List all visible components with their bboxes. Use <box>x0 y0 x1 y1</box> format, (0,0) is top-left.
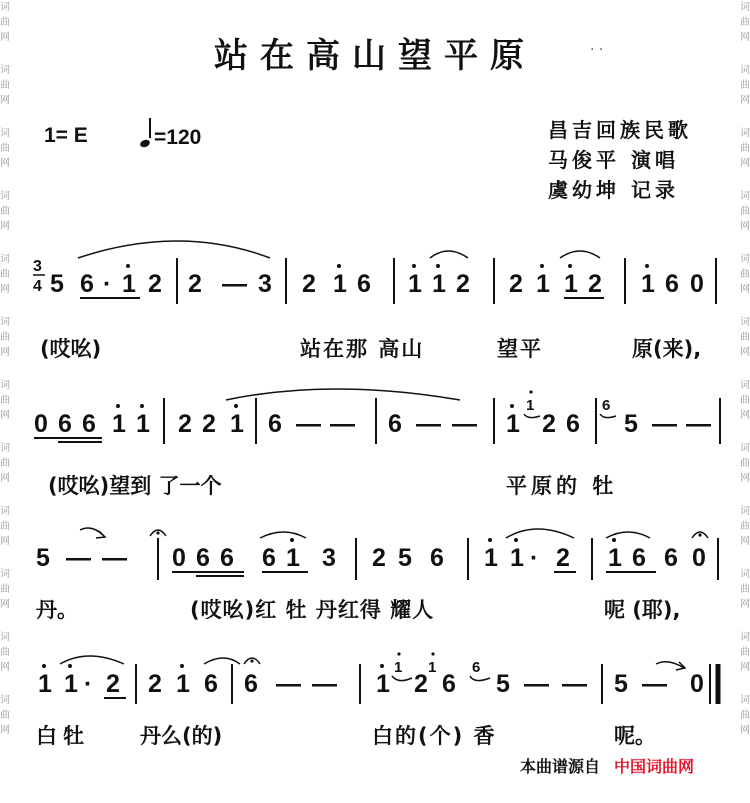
score-line-3 <box>36 528 718 580</box>
note: 6 <box>262 544 276 572</box>
time-signature-top: 3 <box>33 258 42 275</box>
watermark-text: 词曲网 <box>0 569 10 610</box>
footer-source <box>520 754 694 777</box>
key-signature: 1= E <box>44 124 88 147</box>
note: 0 <box>690 670 704 698</box>
watermark-text: 词曲网 <box>740 317 750 358</box>
octave-dot <box>412 264 416 268</box>
score-line-1 <box>33 241 716 304</box>
grace-note: 1 <box>394 659 403 676</box>
note: 1 <box>122 270 136 298</box>
note: 0 <box>690 270 704 298</box>
slur-arc <box>606 532 650 538</box>
note: 6 <box>220 544 234 572</box>
note: 1 <box>432 270 446 298</box>
note: 1 <box>376 670 390 698</box>
octave-dot <box>126 264 130 268</box>
note-dash: — <box>642 670 667 698</box>
watermark-text: 词曲网 <box>740 443 750 484</box>
note: 1 <box>641 270 655 298</box>
song-title: 站在高山望平原 <box>214 36 536 76</box>
score-line-2 <box>34 389 720 444</box>
octave-dot <box>116 404 120 408</box>
note: 1 <box>564 270 578 298</box>
note-dash: — <box>66 544 91 572</box>
note: 1 <box>112 410 126 438</box>
grace-note: 1 <box>526 397 535 414</box>
note: 1 <box>136 410 150 438</box>
watermark-text: 词曲网 <box>740 254 750 295</box>
note: 1 <box>510 544 524 572</box>
octave-dot <box>645 264 649 268</box>
note: 1 <box>506 410 520 438</box>
note: 2 <box>202 410 216 438</box>
note: 0 <box>34 410 48 438</box>
octave-dot <box>68 664 72 668</box>
watermark-text: 词曲网 <box>0 695 10 736</box>
note-dash: — <box>562 670 587 698</box>
watermark-text: 词曲网 <box>0 506 10 547</box>
lyric-line-4-part-4: 呢。 <box>614 724 656 748</box>
note-dash: — <box>312 670 337 698</box>
octave-dot <box>612 538 616 542</box>
footer-source-text: 本曲谱源自 <box>520 757 601 776</box>
watermark-text: 词曲网 <box>740 695 750 736</box>
note: 2 <box>302 270 316 298</box>
note: · <box>103 270 112 298</box>
note-dash: — <box>686 410 711 438</box>
note: 1 <box>176 670 190 698</box>
note: 1 <box>286 544 300 572</box>
grace-slur <box>524 414 540 418</box>
note: 6 <box>430 544 444 572</box>
note: 6 <box>58 410 72 438</box>
octave-dot <box>514 538 518 542</box>
octave-dot <box>510 404 514 408</box>
note: 2 <box>148 670 162 698</box>
fermata-dot <box>156 531 159 534</box>
watermark-text: 词曲网 <box>740 506 750 547</box>
grace-slur <box>470 676 490 681</box>
octave-dot <box>234 404 238 408</box>
note-dash: — <box>276 670 301 698</box>
lyric-line-1-part-4: 原(来), <box>632 337 702 361</box>
note: 6 <box>82 410 96 438</box>
lyric-line-4-part-1: 白牡 <box>36 724 90 748</box>
note: 6 <box>268 410 282 438</box>
note: 5 <box>624 410 638 438</box>
note-dash: — <box>330 410 355 438</box>
note: 6 <box>632 544 646 572</box>
slur-arc <box>506 529 574 538</box>
time-signature-bottom: 4 <box>33 278 42 295</box>
slur-arc <box>60 656 124 664</box>
credit-origin: 昌吉回族民歌 <box>548 118 692 142</box>
note: 3 <box>258 270 272 298</box>
note: 2 <box>106 670 120 698</box>
score-line-4 <box>38 652 718 704</box>
lyric-line-3-part-3: 呢 (耶), <box>604 598 681 622</box>
watermark-text: 词曲网 <box>740 569 750 610</box>
note: 6 <box>665 270 679 298</box>
octave-dot <box>180 664 184 668</box>
note: 2 <box>148 270 162 298</box>
note: 6 <box>566 410 580 438</box>
note: · <box>84 670 93 698</box>
fermata-dot <box>250 659 253 662</box>
octave-dot <box>42 664 46 668</box>
octave-dot <box>337 264 341 268</box>
measure-group-line-2 <box>34 410 711 438</box>
measure-group-line-4 <box>38 670 704 698</box>
note-dash: — <box>416 410 441 438</box>
title-ornament: · · <box>590 42 604 58</box>
note: 6 <box>388 410 402 438</box>
note: 6 <box>664 544 678 572</box>
note-dash: — <box>102 544 127 572</box>
note-dash: — <box>652 410 677 438</box>
lyric-line-3-part-1: 丹。 <box>36 598 78 622</box>
note: 1 <box>230 410 244 438</box>
octave-dot <box>436 264 440 268</box>
note-dash: — <box>452 410 477 438</box>
note: 2 <box>509 270 523 298</box>
note: 5 <box>496 670 510 698</box>
lyric-line-3-part-2: (哎吆)红 牡 丹红得 耀人 <box>190 598 435 622</box>
octave-dot <box>380 664 384 668</box>
measure-group-line-1 <box>50 270 704 298</box>
note: 6 <box>196 544 210 572</box>
slur-arc <box>78 241 270 258</box>
grace-note: 1 <box>428 659 437 676</box>
note: 5 <box>398 544 412 572</box>
credit-transcriber: 虞幼坤 记录 <box>548 178 679 202</box>
slur-arc <box>226 389 460 400</box>
watermark-text: 词曲网 <box>0 443 10 484</box>
watermark-text: 词曲网 <box>0 380 10 421</box>
note: 2 <box>178 410 192 438</box>
note: 6 <box>357 270 371 298</box>
watermark-text: 词曲网 <box>740 380 750 421</box>
tie-arrow-head <box>96 531 105 538</box>
note-dash: — <box>524 670 549 698</box>
note: 5 <box>614 670 628 698</box>
slur-arc <box>430 251 468 258</box>
watermark-text: 词曲网 <box>0 317 10 358</box>
measure-group-line-3 <box>36 544 706 572</box>
octave-dot <box>529 390 532 393</box>
credit-singer: 马俊平 演唱 <box>548 148 679 172</box>
note: 6 <box>244 670 258 698</box>
lyric-line-4-part-2: 丹么(的) <box>140 724 223 748</box>
octave-dot <box>540 264 544 268</box>
grace-note: 6 <box>602 397 611 414</box>
watermark-text: 词曲网 <box>740 128 750 169</box>
octave-dot <box>431 652 434 655</box>
note: 5 <box>50 270 64 298</box>
note: 3 <box>322 544 336 572</box>
lyric-line-1-part-1: (哎吆) <box>40 337 102 361</box>
note: 1 <box>38 670 52 698</box>
grace-slur <box>600 414 616 418</box>
octave-dot <box>140 404 144 408</box>
note: 1 <box>64 670 78 698</box>
note: 2 <box>588 270 602 298</box>
octave-dot <box>397 652 400 655</box>
lyric-line-1-part-2: 站在那 高山 <box>300 337 425 361</box>
note: 5 <box>36 544 50 572</box>
note: 1 <box>333 270 347 298</box>
note: 2 <box>542 410 556 438</box>
watermark-text: 词曲网 <box>740 632 750 673</box>
watermark-text: 词曲网 <box>0 191 10 232</box>
watermark-text: 词曲网 <box>0 632 10 673</box>
octave-dot <box>488 538 492 542</box>
note: 6 <box>442 670 456 698</box>
lyric-line-4-part-3: 白的(个) 香 <box>372 724 497 748</box>
note: 1 <box>608 544 622 572</box>
note: 2 <box>456 270 470 298</box>
lyric-line-1-part-3: 望平 <box>497 337 543 361</box>
note: 1 <box>536 270 550 298</box>
note: 0 <box>692 544 706 572</box>
note: 6 <box>204 670 218 698</box>
note: 2 <box>556 544 570 572</box>
watermark-text: 词曲网 <box>740 65 750 106</box>
watermark-text: 词曲网 <box>740 191 750 232</box>
note: 0 <box>172 544 186 572</box>
grace-note: 6 <box>472 659 481 676</box>
lyric-line-2-part-1: (哎吆)望到 了一个 <box>48 474 222 498</box>
slur-arc <box>260 532 306 538</box>
note: 2 <box>372 544 386 572</box>
slur-arc <box>204 658 240 664</box>
watermark-text: 词曲网 <box>0 254 10 295</box>
watermark-text: 词曲网 <box>0 128 10 169</box>
watermark-text: 词曲网 <box>0 65 10 106</box>
octave-dot <box>290 538 294 542</box>
lyric-line-2-part-2: 平原的 牡 <box>506 474 618 498</box>
fermata-dot <box>698 533 701 536</box>
note: 1 <box>484 544 498 572</box>
slur-arc <box>560 251 600 258</box>
watermark-text: 词曲网 <box>740 2 750 43</box>
octave-dot <box>568 264 572 268</box>
tempo-value: =120 <box>154 126 202 149</box>
note: 2 <box>414 670 428 698</box>
note-dash: — <box>222 270 247 298</box>
watermark-text: 词曲网 <box>0 2 10 43</box>
note: · <box>530 544 539 572</box>
grace-slur <box>392 676 412 681</box>
note-dash: — <box>296 410 321 438</box>
note: 6 <box>80 270 94 298</box>
note: 1 <box>408 270 422 298</box>
footer-brand-link[interactable]: 中国词曲网 <box>614 757 695 776</box>
note: 2 <box>188 270 202 298</box>
